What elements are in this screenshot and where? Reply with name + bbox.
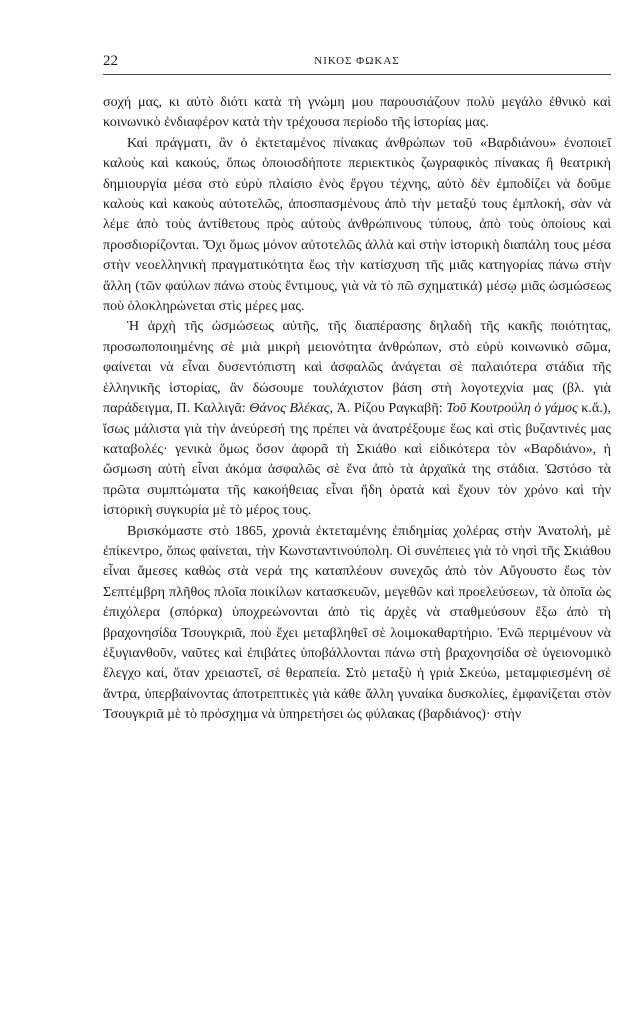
paragraph-3 [103, 316, 611, 520]
running-head-author: ΝΙΚΟΣ ΦΩΚΑΣ [314, 55, 400, 67]
body-text [103, 92, 611, 725]
page-header [103, 52, 611, 75]
italic-title-thanos-vlekas: Θάνος Βλέκας [249, 400, 330, 417]
text-segment: , Ἀ. Ρίζου Ραγκαβῆ: [329, 400, 447, 417]
italic-title-koutrouli-gamos: Τοῦ Κουτρούλη ὁ γάμος [446, 400, 578, 417]
paragraph-4: Βρισκόμαστε στὸ 1865, χρονιὰ ἐκτεταμένης ἐπιδημίας χολέρας στὴν Ἀνατολή, μὲ ἐπίκεντρο, ὅπως φαίνεται, τὴν Κωνσταντινούπολη. Οἱ συνέπειες γιὰ τὸ νησὶ τῆς Σκιάθου εἶναι ἄμεσες καθὼς στὰ νερά της καταπλέουν συνεχῶς ἀπὸ τὸν Αὔγουστο ἕως τὸν Σεπτέμβρη πλῆθος πλοῖα ποικίλων κατασκευῶν, μεγεθῶν καὶ προελεύσεων, τὰ ὁποῖα ὡς ἐπιχόλερα (σπόρκα) ὑποχρεώνονται ἀπὸ τὶς ἀρχὲς νὰ σταθμεύσουν ἔξω ἀπὸ τὴ βραχονησίδα Τσουγκριᾶ, ποὺ ἔχει μεταβληθεῖ σὲ λοιμοκαθαρτήριο. Ἐνῶ περιμένουν νὰ ἐξυγιανθοῦν, ναῦτες καὶ ἐπιβάτες ὑποβάλλονται πάνω στὴ βραχονησίδα σὲ ὑγειονομικὸ ἔλεγχο καί, ὅταν χρειαστεῖ, σὲ θεραπεία. Στὸ μεταξὺ ἡ γριὰ Σκεύω, μεταμφιεσμένη σὲ ἄντρα, ὑπερβαίνοντας ἀποτρεπτικὲς γιὰ κάθε ἄλλη γυναίκα δυσκολίες, ἐμφανίζεται στὸν Τσουγκριᾶ μὲ τὸ πρόσχημα νὰ ὑπηρετήσει ὡς φύλακας (βαρδιάνος)· στὴν [103, 522, 611, 723]
text-segment: κ.ἄ.), ἴσως μάλιστα γιὰ τὴν ἀνεύρεσή της πρέπει νὰ ἀνατρέξουμε ἕως καὶ στὶς βυζαντινές μας καταβολές· γενικὰ ὅμως ὅσον ἀφορᾶ τὴ Σκιάθο καὶ εἰδικότερα τὸν «Βαρδιάνο», ἡ ὤσμωση αὐτὴ εἶναι ἀκόμα ἀσφαλῶς σὲ ἕνα ἀπὸ τὰ ἀρχαϊκά της στάδια. Ὡστόσο τὰ πρῶτα συμπτώματα τῆς κακοήθειας εἶναι ἤδη ὁρατὰ καὶ ἔχουν τὸν χρόνο καὶ τὴν ἱστορικὴ συγκυρία μὲ τὸ μέρος τους. [103, 400, 612, 519]
paragraph-2: Καὶ πράγματι, ἂν ὁ ἐκτεταμένος πίνακας ἀνθρώπων τοῦ «Βαρδιάνου» ἐνοποιεῖ καλοὺς καὶ κακούς, ὅπως ὁποιοσδήποτε περιεκτικὸς ζωγραφικὸς πίνακας ἢ θεατρικὴ δημιουργία μέσα στὸ εὐρὺ πλαίσιο ἑνὸς ἔργου τέχνης, αὐτὸ δὲν ἐμποδίζει νὰ δοῦμε καλοὺς καὶ κακοὺς αὐτοτελῶς, ἀποσπασμένους ἀπὸ τὴν μεταξύ τους ἐμπλοκή, σὰν νὰ λέμε ἀπὸ τοὺς ἀντίθετους πρὸς αὐτοὺς ἀνθρώπινους τύπους, ἀπὸ τοὺς ὁποίους καὶ προσδιορίζονται. Ὄχι ὅμως μόνον αὐτοτελῶς ἀλλὰ καὶ στὴν ἱστορικὴ διαπάλη τους μέσα στὴν νεοελληνικὴ πραγματικότητα ἕως τὴν κατίσχυση τῆς μιᾶς κατηγορίας πάνω στὴν ἄλλη (τῶν φαύλων πάνω στοὺς ἔντιμους, γιὰ νὰ τὸ πῶ σχηματικά) μέσῳ μιᾶς ὠσμώσεως ποὺ ὁλοκληρώνεται στὶς μέρες μας. [103, 134, 611, 315]
paragraph-1: σοχή μας, κι αὐτὸ διότι κατὰ τὴ γνώμη μου παρουσιάζουν πολὺ μεγάλο ἐθνικὸ καὶ κοινωνικὸ ἐνδιαφέρον κατὰ τὴν τρέχουσα περίοδο τῆς ἱστορίας μας. [103, 94, 611, 131]
page-number: 22 [103, 53, 118, 69]
text-segment: Ἡ ἀρχὴ τῆς ὠσμώσεως αὐτῆς, τῆς διαπέρασης δηλαδὴ τῆς κακῆς ποιότητας, προσωποποιημένης σὲ μιὰ μικρὴ μειονότητα ἀνθρώπων, στὸ εὐρὺ κοινωνικὸ σῶμα, φαίνεται νὰ εἶναι δυσεντόπιστη καὶ ἀσφαλῶς ἀνάγεται σὲ παλαιότερα στάδια τῆς ἑλληνικῆς ἱστορίας, ἂν δώσουμε τουλάχιστον βάση στὴ λογοτεχνία μας (βλ. γιὰ παράδειγμα, Π. Καλλιγᾶ: [103, 318, 611, 417]
